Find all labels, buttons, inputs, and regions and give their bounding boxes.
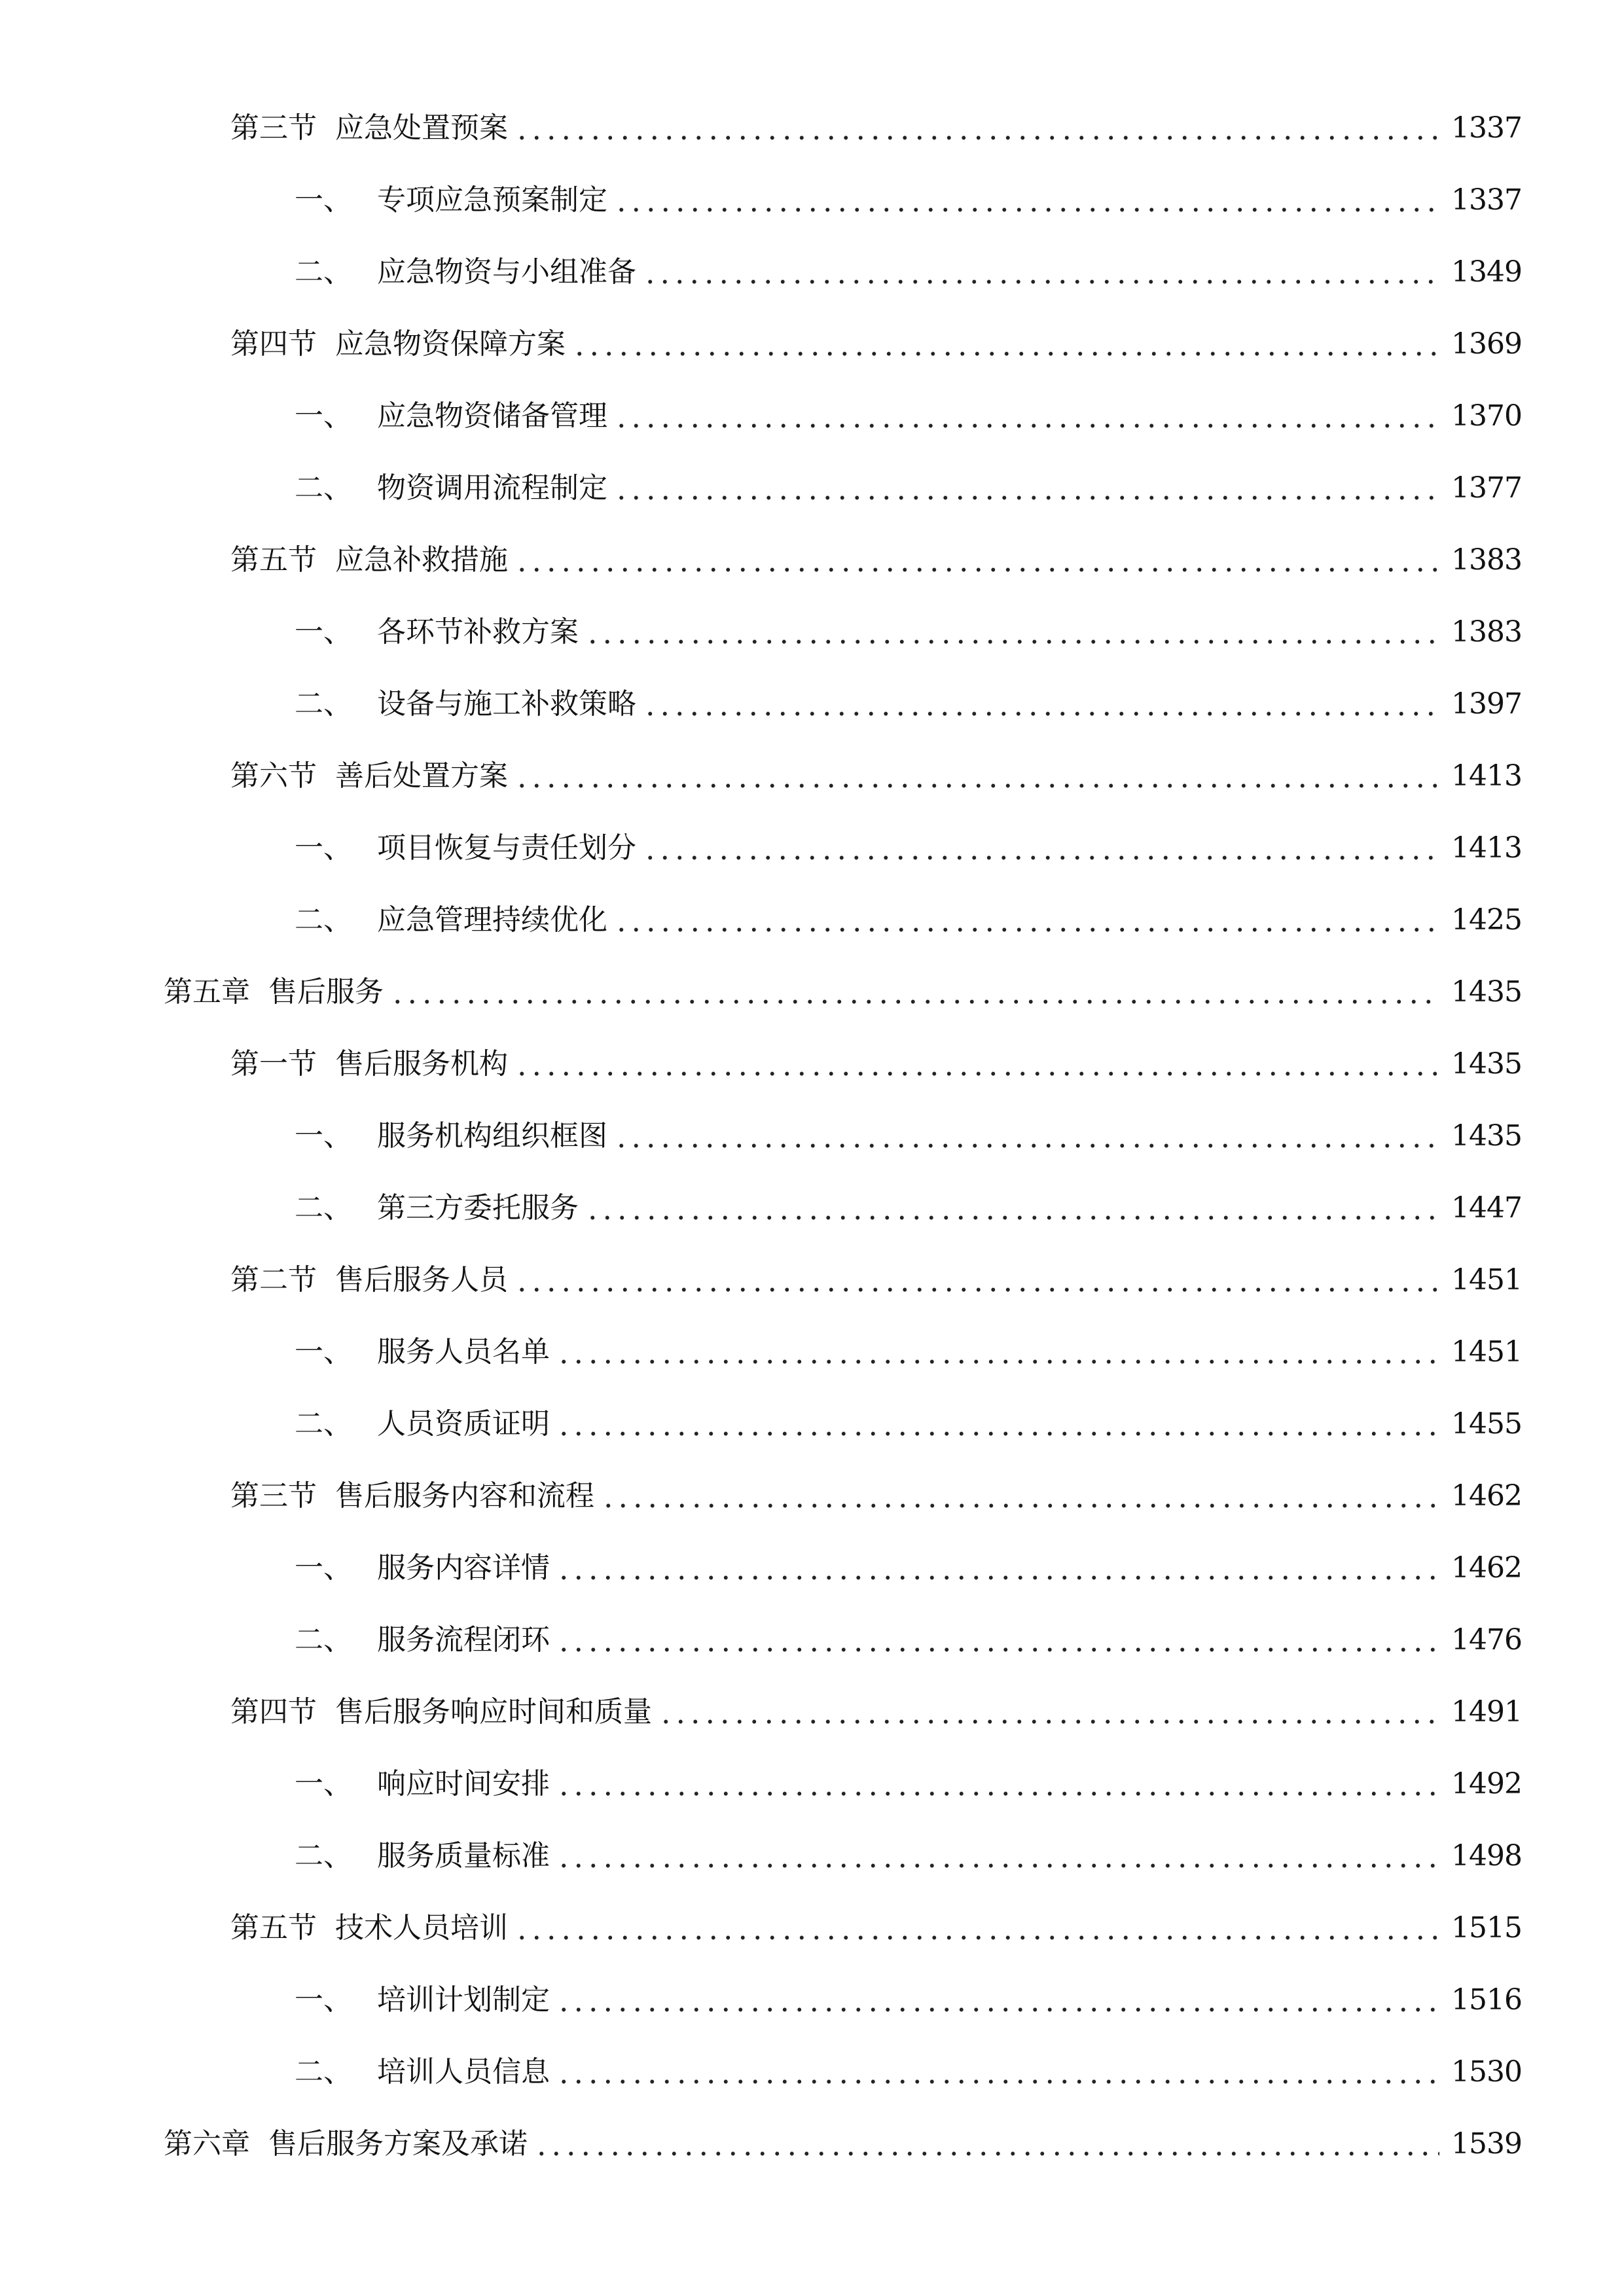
page-number: 1369 <box>1451 327 1522 361</box>
toc-entry[interactable] <box>0 92 1624 164</box>
entry-title: 第三方委托服务 <box>377 1191 579 1225</box>
toc-entry[interactable] <box>0 668 1624 740</box>
entry-number: 第一节 <box>230 1047 317 1081</box>
dot-leader <box>556 1995 1439 2024</box>
toc-entry[interactable] <box>0 1244 1624 1316</box>
entry-number: 一、 <box>295 1335 352 1369</box>
toc-entry[interactable] <box>0 380 1624 452</box>
dot-leader <box>614 411 1439 440</box>
dot-leader <box>514 771 1439 800</box>
toc-entry[interactable] <box>0 1604 1624 1676</box>
page-number: 1370 <box>1451 399 1522 433</box>
entry-title: 设备与施工补救策略 <box>377 687 636 721</box>
entry-title: 应急管理持续优化 <box>377 903 607 937</box>
toc-entry[interactable] <box>0 956 1624 1028</box>
dot-leader <box>614 483 1439 512</box>
dot-leader <box>556 1347 1439 1376</box>
page-number: 1539 <box>1451 2127 1522 2161</box>
toc-entry[interactable] <box>0 1388 1624 1460</box>
entry-title: 应急物资保障方案 <box>335 327 566 361</box>
toc-entry[interactable] <box>0 2108 1624 2180</box>
dot-leader <box>556 1419 1439 1448</box>
page-number: 1515 <box>1451 1911 1522 1945</box>
page-number: 1491 <box>1451 1695 1522 1729</box>
entry-number: 二、 <box>295 1839 352 1873</box>
dot-leader <box>614 195 1439 224</box>
entry-title: 技术人员培训 <box>335 1911 508 1945</box>
toc-entry[interactable] <box>0 2036 1624 2108</box>
entry-title: 项目恢复与责任划分 <box>377 831 636 865</box>
page-number: 1455 <box>1451 1407 1522 1441</box>
entry-title: 培训人员信息 <box>377 2055 550 2089</box>
entry-number: 一、 <box>295 1551 352 1585</box>
entry-number: 第四节 <box>230 327 317 361</box>
entry-title: 售后服务方案及承诺 <box>268 2127 528 2161</box>
page-number: 1383 <box>1451 543 1522 577</box>
entry-number: 第三节 <box>230 111 317 145</box>
entry-number: 一、 <box>295 1767 352 1801</box>
entry-title: 应急物资储备管理 <box>377 399 607 433</box>
page-number: 1476 <box>1451 1623 1522 1657</box>
entry-title: 专项应急预案制定 <box>377 183 607 217</box>
entry-number: 第五章 <box>164 975 250 1009</box>
dot-leader <box>514 123 1439 152</box>
entry-title: 物资调用流程制定 <box>377 471 607 505</box>
dot-leader <box>643 699 1439 728</box>
page-number: 1435 <box>1451 1047 1522 1081</box>
table-of-contents <box>0 92 1624 2180</box>
page-number: 1447 <box>1451 1191 1522 1225</box>
entry-title: 人员资质证明 <box>377 1407 550 1441</box>
entry-number: 一、 <box>295 1119 352 1153</box>
page-number: 1413 <box>1451 759 1522 793</box>
toc-entry[interactable] <box>0 1316 1624 1388</box>
page-number: 1337 <box>1451 183 1522 217</box>
entry-title: 服务内容详情 <box>377 1551 550 1585</box>
page-number: 1349 <box>1451 255 1522 289</box>
entry-number: 二、 <box>295 1407 352 1441</box>
page-number: 1451 <box>1451 1335 1522 1369</box>
toc-entry[interactable] <box>0 452 1624 524</box>
entry-number: 一、 <box>295 399 352 433</box>
entry-number: 一、 <box>295 1983 352 2017</box>
dot-leader <box>534 2139 1439 2168</box>
toc-entry[interactable] <box>0 236 1624 308</box>
page-number: 1435 <box>1451 975 1522 1009</box>
dot-leader <box>556 2067 1439 2096</box>
entry-number: 二、 <box>295 687 352 721</box>
toc-entry[interactable] <box>0 524 1624 596</box>
page-number: 1462 <box>1451 1479 1522 1513</box>
entry-title: 售后服务响应时间和质量 <box>335 1695 652 1729</box>
entry-number: 二、 <box>295 1623 352 1657</box>
entry-number: 第六节 <box>230 759 317 793</box>
page-number: 1498 <box>1451 1839 1522 1873</box>
toc-entry[interactable] <box>0 1100 1624 1172</box>
dot-leader <box>601 1491 1439 1520</box>
page-number: 1516 <box>1451 1983 1522 2017</box>
dot-leader <box>614 1131 1439 1160</box>
entry-number: 一、 <box>295 831 352 865</box>
dot-leader <box>514 1275 1439 1304</box>
entry-title: 应急物资与小组准备 <box>377 255 636 289</box>
entry-number: 第四节 <box>230 1695 317 1729</box>
page-number: 1462 <box>1451 1551 1522 1585</box>
entry-number: 二、 <box>295 1191 352 1225</box>
toc-entry[interactable] <box>0 740 1624 812</box>
toc-entry[interactable] <box>0 812 1624 884</box>
dot-leader <box>643 267 1439 296</box>
entry-number: 第六章 <box>164 2127 250 2161</box>
entry-number: 二、 <box>295 903 352 937</box>
entry-title: 服务人员名单 <box>377 1335 550 1369</box>
entry-number: 二、 <box>295 255 352 289</box>
toc-entry[interactable] <box>0 164 1624 236</box>
toc-entry[interactable] <box>0 1532 1624 1604</box>
dot-leader <box>514 555 1439 584</box>
entry-number: 二、 <box>295 471 352 505</box>
page-number: 1413 <box>1451 831 1522 865</box>
entry-title: 善后处置方案 <box>335 759 508 793</box>
entry-number: 一、 <box>295 183 352 217</box>
dot-leader <box>556 1779 1439 1808</box>
toc-entry[interactable] <box>0 1748 1624 1820</box>
page-number: 1492 <box>1451 1767 1522 1801</box>
entry-title: 售后服务机构 <box>335 1047 508 1081</box>
entry-title: 培训计划制定 <box>377 1983 550 2017</box>
toc-entry[interactable] <box>0 1964 1624 2036</box>
entry-number: 一、 <box>295 615 352 649</box>
entry-number: 第三节 <box>230 1479 317 1513</box>
dot-leader <box>556 1563 1439 1592</box>
entry-title: 响应时间安排 <box>377 1767 550 1801</box>
page-number: 1451 <box>1451 1263 1522 1297</box>
dot-leader <box>614 915 1439 944</box>
entry-title: 服务质量标准 <box>377 1839 550 1873</box>
toc-entry[interactable] <box>0 1676 1624 1748</box>
toc-entry[interactable] <box>0 1172 1624 1244</box>
dot-leader <box>556 1851 1439 1880</box>
toc-entry[interactable] <box>0 884 1624 956</box>
dot-leader <box>556 1635 1439 1664</box>
page-number: 1397 <box>1451 687 1522 721</box>
dot-leader <box>390 987 1439 1016</box>
toc-entry[interactable] <box>0 1820 1624 1892</box>
toc-entry[interactable] <box>0 1892 1624 1964</box>
entry-number: 第五节 <box>230 543 317 577</box>
entry-title: 应急补救措施 <box>335 543 508 577</box>
entry-title: 售后服务内容和流程 <box>335 1479 594 1513</box>
page-number: 1435 <box>1451 1119 1522 1153</box>
page-number: 1377 <box>1451 471 1522 505</box>
entry-title: 售后服务 <box>268 975 384 1009</box>
page-number: 1337 <box>1451 111 1522 145</box>
toc-entry[interactable] <box>0 1460 1624 1532</box>
dot-leader <box>585 1203 1439 1232</box>
entry-title: 应急处置预案 <box>335 111 508 145</box>
entry-number: 第五节 <box>230 1911 317 1945</box>
page-number: 1530 <box>1451 2055 1522 2089</box>
dot-leader <box>585 627 1439 656</box>
toc-entry[interactable] <box>0 308 1624 380</box>
dot-leader <box>659 1707 1439 1736</box>
dot-leader <box>572 339 1439 368</box>
toc-entry[interactable] <box>0 1028 1624 1100</box>
dot-leader <box>514 1059 1439 1088</box>
toc-entry[interactable] <box>0 596 1624 668</box>
entry-number: 二、 <box>295 2055 352 2089</box>
entry-title: 服务流程闭环 <box>377 1623 550 1657</box>
entry-title: 各环节补救方案 <box>377 615 579 649</box>
entry-title: 售后服务人员 <box>335 1263 508 1297</box>
entry-title: 服务机构组织框图 <box>377 1119 607 1153</box>
entry-number: 第二节 <box>230 1263 317 1297</box>
dot-leader <box>514 1923 1439 1952</box>
page-number: 1425 <box>1451 903 1522 937</box>
page-number: 1383 <box>1451 615 1522 649</box>
dot-leader <box>643 843 1439 872</box>
